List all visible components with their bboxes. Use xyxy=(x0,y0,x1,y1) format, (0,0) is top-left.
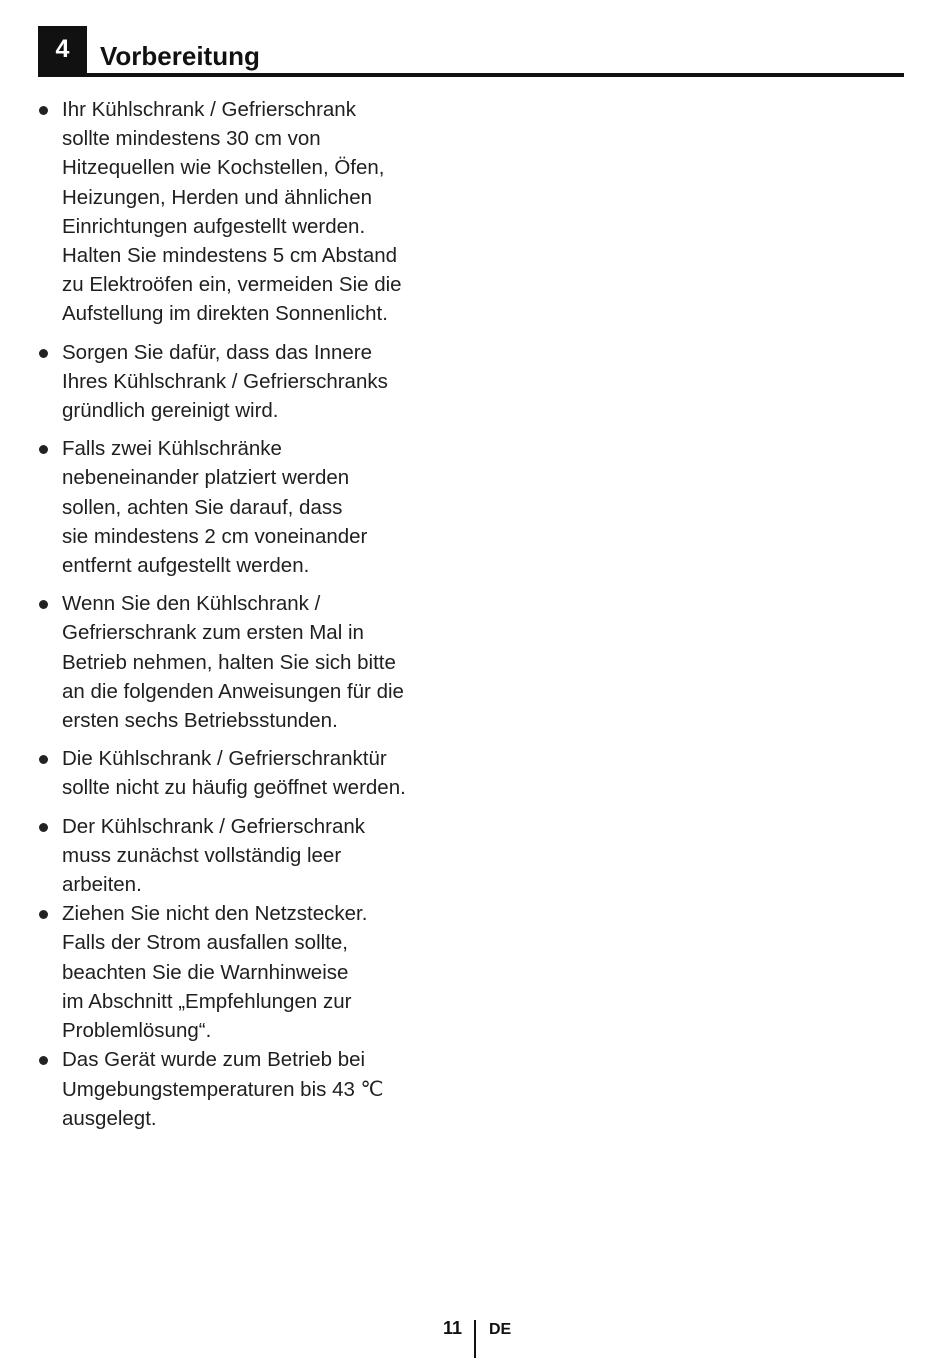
page-number: 11 xyxy=(442,1318,462,1338)
bullet-icon xyxy=(39,106,48,115)
bullet-icon xyxy=(39,1056,48,1065)
language-code: DE xyxy=(489,1321,512,1338)
list-item-text: Wenn Sie den Kühlschrank / Gefrierschrank zum ersten Mal in Betrieb nehmen, halten Sie sich bitte an die folgenden Anweisungen für die ersten sechs Betriebsstunden. xyxy=(62,592,404,733)
list-item xyxy=(38,812,448,900)
instruction-list xyxy=(38,95,448,1133)
list-item xyxy=(38,338,448,426)
list-item-text: Ziehen Sie nicht den Netzstecker. Falls der Strom ausfallen sollte, beachten Sie die Warnhinweise im Abschnitt „Empfehlungen zur Problemlösung“. xyxy=(62,902,368,1043)
list-item-text: Das Gerät wurde zum Betrieb bei Umgebungstemperaturen bis 43 ℃ ausgelegt. xyxy=(62,1048,384,1130)
bullet-icon xyxy=(39,349,48,358)
list-item-text: Die Kühlschrank / Gefrierschranktür sollte nicht zu häufig geöffnet werden. xyxy=(62,747,406,800)
list-item xyxy=(38,899,448,1045)
footer-divider xyxy=(474,1320,476,1358)
bullet-icon xyxy=(39,445,48,454)
chapter-title: Vorbereitung xyxy=(100,41,260,71)
list-item-text: Sorgen Sie dafür, dass das Innere Ihres Kühlschrank / Gefrierschranks gründlich gereinigt wird. xyxy=(62,340,388,423)
list-item xyxy=(38,744,448,802)
list-item xyxy=(38,95,448,329)
list-item-text: Ihr Kühlschrank / Gefrierschrank sollte mindestens 30 cm von Hitzequellen wie Kochstellen, Öfen, Heizungen, Herden und ähnlichen Einrichtungen aufgestellt werden. Halten Sie mindestens 5 cm Abstand zu Elektroöfen ein, vermeiden Sie die Aufstellung im direkten Sonnenlicht. xyxy=(62,98,402,326)
list-item xyxy=(38,589,448,735)
list-item xyxy=(38,1045,448,1133)
title-underline xyxy=(38,73,904,77)
bullet-icon xyxy=(39,910,48,919)
bullet-icon xyxy=(39,600,48,609)
bullet-icon xyxy=(39,755,48,764)
chapter-number-box xyxy=(38,26,87,76)
chapter-number: 4 xyxy=(55,34,70,63)
bullet-icon xyxy=(39,823,48,832)
list-item xyxy=(38,434,448,580)
list-item-text: Falls zwei Kühlschränke nebeneinander platziert werden sollen, achten Sie darauf, dass sie mindestens 2 cm voneinander entfernt aufgestellt werden. xyxy=(62,437,368,578)
list-item-text: Der Kühlschrank / Gefrierschrank muss zunächst vollständig leer arbeiten. xyxy=(62,814,366,897)
